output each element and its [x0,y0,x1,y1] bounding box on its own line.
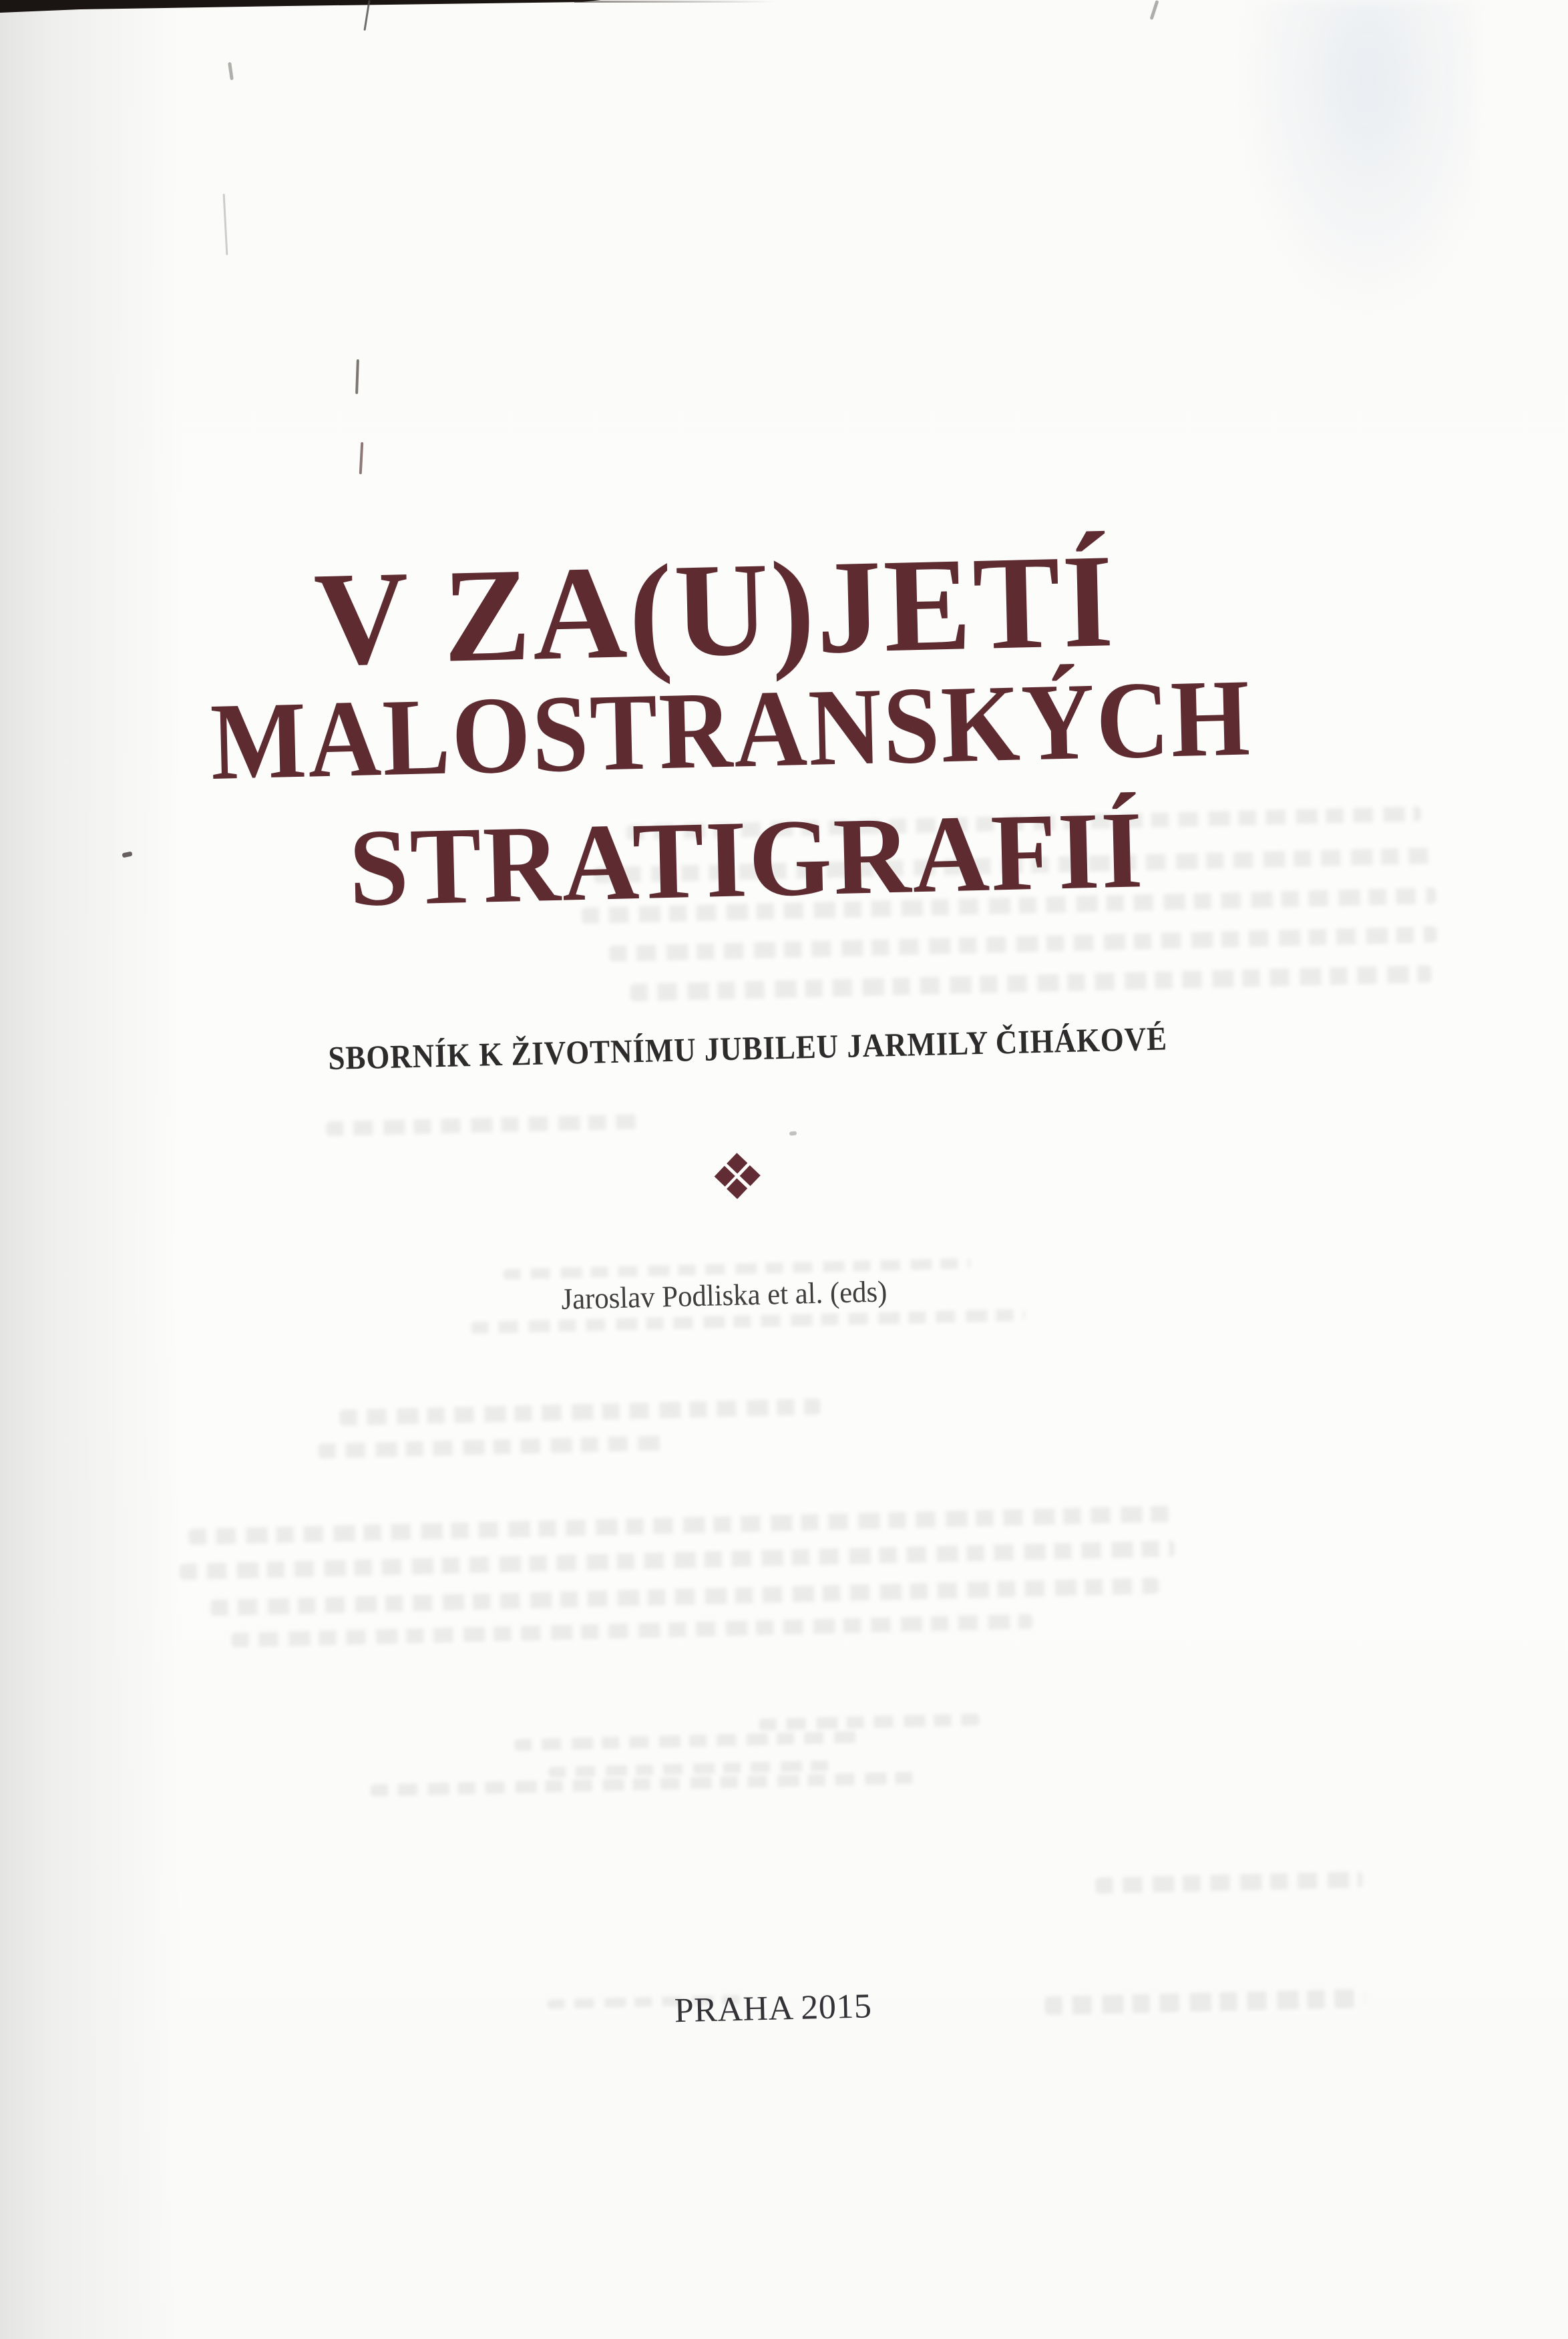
book-title-line-1: V ZA(U)JETÍ [313,527,1117,694]
bleedthrough-smudge [326,1114,640,1136]
bleedthrough-smudge [188,1506,1170,1546]
bleedthrough-smudge [231,1614,1032,1647]
bleedthrough-smudge [318,1435,665,1458]
bleedthrough-smudge [514,1731,861,1751]
bleedthrough-smudge [1095,1871,1362,1894]
imprint-place-year: PRAHA 2015 [674,1987,873,2030]
editors-line: Jaroslav Podliska et al. (eds) [560,1274,888,1316]
book-title-line-2: MALOSTRANSKÝCH [209,656,1253,803]
subtitle: SBORNÍK K ŽIVOTNÍMU JUBILEU JARMILY ČIHÁKOVÉ [327,1019,1168,1077]
bleedthrough-smudge [339,1399,820,1426]
bleedthrough-smudge [210,1578,1159,1616]
bleedthrough-smudge [630,965,1431,1001]
bleedthrough-smudge [759,1713,979,1731]
bleedthrough-smudge [180,1540,1175,1580]
diamond-shape [740,1165,761,1186]
four-diamond-ornament-icon [715,1155,759,1198]
bleedthrough-smudge [609,926,1437,962]
book-title-line-3: STRATIGRAFIÍ [347,788,1146,930]
scan-speck [789,1131,797,1136]
top-edge-scan-line [574,1,775,3]
